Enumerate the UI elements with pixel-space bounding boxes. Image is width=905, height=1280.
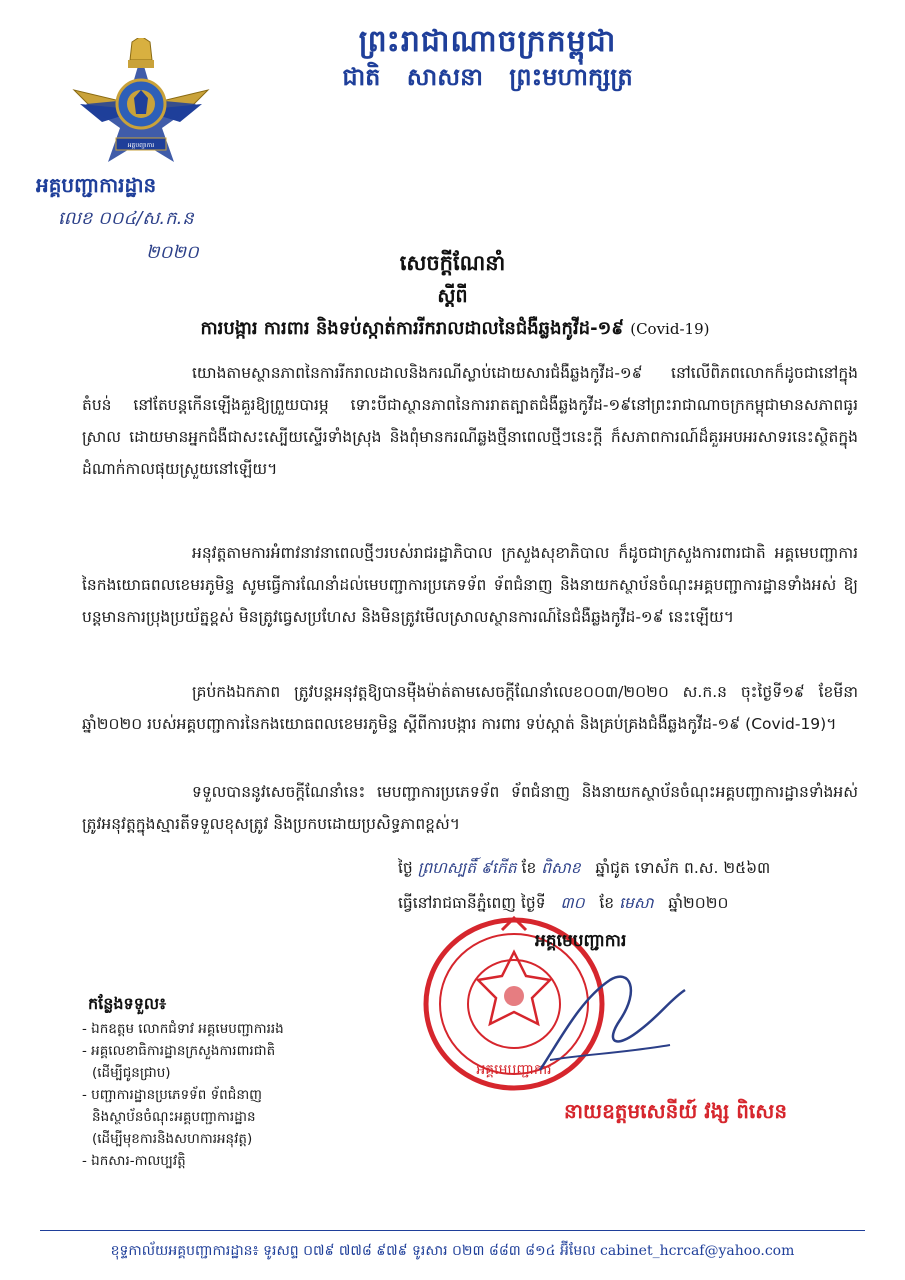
list-item: - បញ្ជាការដ្ឋានប្រភេទទ័ព ទ័ពជំនាញ (82, 1087, 263, 1103)
document-title: សេចក្តីណែនាំ (399, 251, 506, 275)
list-item: - អគ្គលេខាធិការដ្ឋានក្រសួងការពារជាតិ (82, 1043, 276, 1059)
list-item: - ឯកឧត្តម លោកជំទាវ អគ្គមេបញ្ជាការរង (82, 1021, 284, 1037)
footer-contact (40, 1241, 865, 1262)
body-paragraph-2: អនុវត្តតាមការអំពាវនាវនាពេលថ្មីៗរបស់រាជរដ្ឋាភិបាល ក្រសួងសុខាភិបាល ក៏ដូចជាក្រសួងការពារជាតិ អគ្គមេបញ្ជាការនៃកងយោធពលខេមរភូមិន្ទ សូមធ្វើការណែនាំដល់មេបញ្ជាការប្រភេទទ័ព ទ័ពជំនាញ និងនាយកស្ថាប័នចំណុះអគ្គបញ្ជាការដ្ឋានទាំងអស់ ឱ្យបន្តមានការប្រុងប្រយ័ត្នខ្ពស់ មិនត្រូវធ្វេសប្រហែស និងមិនត្រូវមើលស្រាលស្ថានការណ៍នៃជំងឺឆ្លងកូវីដ-១៩ នេះឡើយ។ (82, 544, 858, 626)
footer-email: cabinet_hcrcaf@yahoo.com (600, 1243, 795, 1259)
seal-text: អគ្គមេបញ្ជាការ (476, 1062, 552, 1078)
place-date-line (398, 893, 728, 916)
body-paragraph-1: យោងតាមស្ថានភាពនៃការរីករាលដាលនិងករណីស្លាប់ដោយសារជំងឺឆ្លងកូវីដ-១៩ នៅលើពិភពលោកក៏ដូចជានៅក្នុងតំបន់ នៅតែបន្តកើនឡើងគួរឱ្យព្រួយបារម្ភ ទោះបីជាស្ថានភាពនៃការរាតត្បាតជំងឺឆ្លងកូវីដ-១៩នៅព្រះរាជាណាចក្រកម្ពុជាមានសភាពធូរស្រាល ដោយមានអ្នកជំងឺជាសះស្បើយស្ទើរទាំងស្រុង និងពុំមានករណីឆ្លងថ្មីនាពេលថ្មីៗនេះក្តី ក៏សភាពការណ៍ដ៏គួរអបអរសាទរនេះស្ថិតក្នុងដំណាក់កាលផុយស្រួយនៅឡើយ។ (82, 364, 858, 478)
list-item: (ដើម្បីមុខការនិងសហការអនុវត្ត) (92, 1131, 253, 1147)
lunar-month-label: ខែ (521, 859, 537, 877)
reference-year: ២០២០ (146, 242, 199, 263)
lunar-year: ឆ្នាំជូត ទោស័ក ព.ស. ២៥៦៣ (595, 859, 771, 877)
signatory-title: អគ្គមេបញ្ជាការ (535, 931, 627, 951)
handwritten-signature-icon (520, 960, 710, 1080)
list-item: និងស្ថាប័នចំណុះអគ្គបញ្ជាការដ្ឋាន (92, 1109, 256, 1125)
document-subtitle: ស្តីពី (437, 285, 468, 307)
day-handwritten: ៣០ (560, 894, 585, 912)
list-item: (ដើម្បីជូនជ្រាប) (92, 1065, 171, 1081)
year: ឆ្នាំ២០២០ (668, 894, 729, 912)
kingdom-heading: ព្រះរាជាណាចក្រកម្ពុជា (358, 24, 617, 59)
list-item: - ឯកសារ-កាលប្បវត្តិ (82, 1153, 186, 1169)
recipients-list (82, 1018, 284, 1172)
footer-divider (40, 1230, 865, 1231)
body-paragraph-4: ទទួលបាននូវសេចក្តីណែនាំនេះ មេបញ្ជាការប្រភេទទ័ព ទ័ពជំនាញ និងនាយកស្ថាប័នចំណុះអគ្គបញ្ជាការដ្ឋានទាំងអស់ ត្រូវអនុវត្តក្នុងស្មារតីទទួលខុសត្រូវ និងប្រកបដោយប្រសិទ្ធភាពខ្ពស់។ (82, 783, 858, 833)
lunar-month-handwritten: ពិសាខ (541, 859, 581, 877)
subject-english: (Covid-19) (630, 320, 710, 338)
national-motto: ជាតិ សាសនា ព្រះមហាក្សត្រ (342, 62, 633, 91)
body-paragraph-3: គ្រប់កងឯកភាព ត្រូវបន្តអនុវត្តឱ្យបានម៉ឺងម៉ាត់តាមសេចក្តីណែនាំលេខ០០៣/២០២០ ស.ក.ន ចុះថ្ងៃទី១៩ ខែមីនា ឆ្នាំ២០២០ របស់អគ្គបញ្ជាការនៃកងយោធពលខេមរភូមិន្ទ ស្តីពីការបង្ការ ការពារ ទប់ស្កាត់ និងគ្រប់គ្រងជំងឺឆ្លងកូវីដ-១៩ (Covid-19)។ (82, 683, 858, 733)
place-prefix: ធ្វើនៅរាជធានីភ្នំពេញ ថ្ងៃទី (398, 894, 546, 912)
lunar-day-prefix: ថ្ងៃ (398, 859, 413, 877)
lunar-date-line (398, 858, 770, 881)
document-subject (60, 316, 850, 343)
month-label: ខែ (599, 894, 615, 912)
department-name: អគ្គបញ្ជាការដ្ឋាន (36, 173, 157, 197)
month-handwritten: មេសា (619, 894, 654, 912)
signatory-name: នាយឧត្តមសេនីយ៍ វង្ស ពិសេន (564, 1099, 788, 1123)
emblem-banner-text: អគ្គបញ្ជាការ (127, 142, 155, 149)
subject-khmer: ការបង្ការ ការពារ និងទប់ស្កាត់ការរីករាលដាលនៃជំងឺឆ្លងកូវីដ-១៩ (200, 318, 624, 339)
footer-contact-text: ខុទ្ទកាល័យអគ្គបញ្ជាការដ្ឋាន៖ ទូរសព្ទ ០៧៩ ៧៧៨ ៩៧៩ ទូរសារ ០២៣ ៨៨៣ ៨១៤ អ៊ីមែល (110, 1243, 596, 1259)
recipients-title: កន្លែងទទួល៖ (88, 994, 167, 1013)
lunar-day-handwritten: ព្រហស្បតិ៍ ៩កើត (417, 859, 517, 877)
reference-number: លេខ ០០៤/ស.ក.ន (58, 208, 194, 229)
